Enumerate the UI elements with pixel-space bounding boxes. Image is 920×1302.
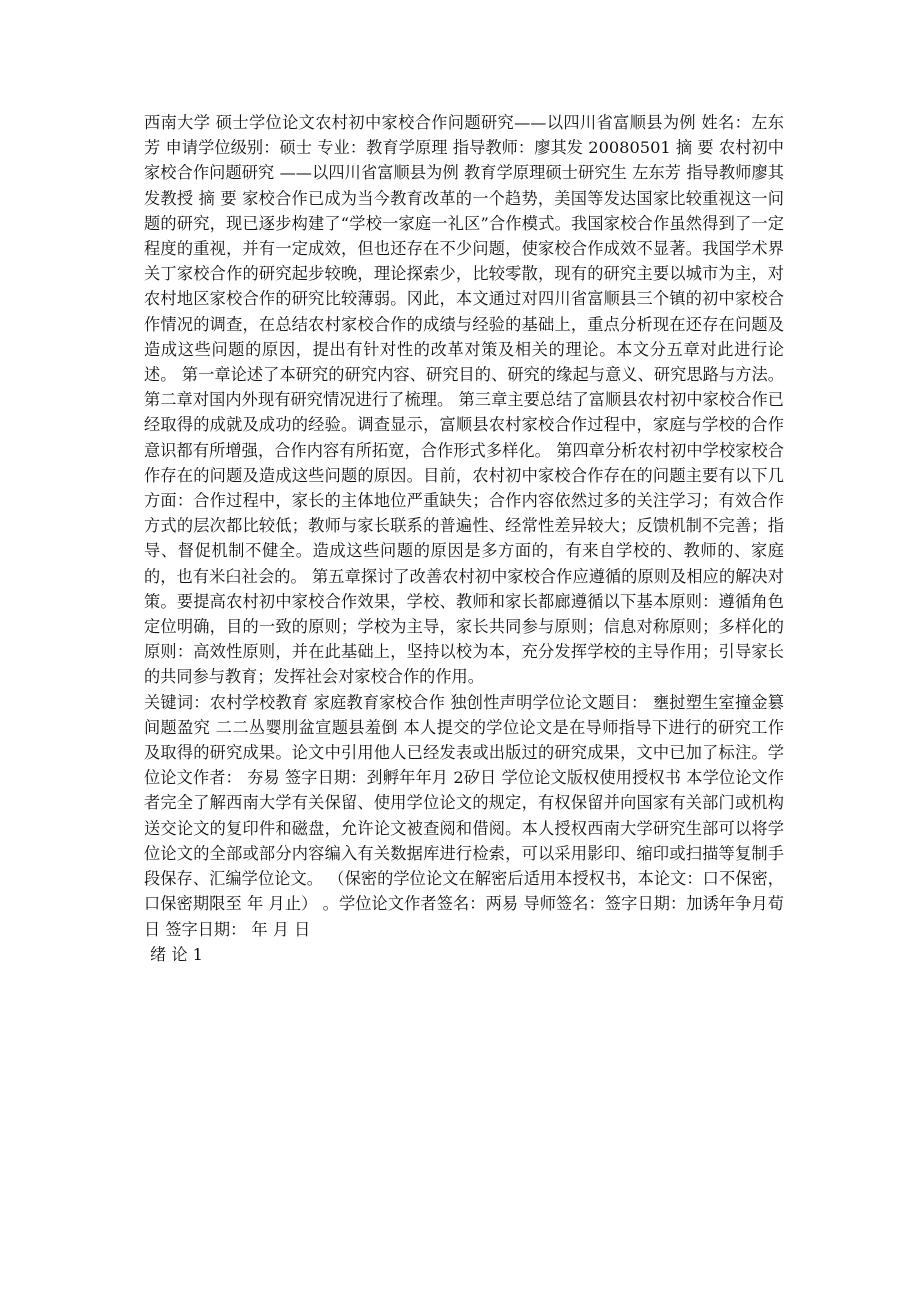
abstract-paragraph: 西南大学 硕士学位论文农村初中家校合作问题研究——以四川省富顺县为例 姓名：左东芳 申请学位级别：硕士 专业：教育学原理 指导教师：廖其发 20080501 摘 要 农村初中家校合作问题研究 ——以四川省富顺县为例 教育学原理硕士研究生 左东芳 指导教师廖其发教授 摘 要 家校合作已成为当今教育改革的一个趋势，美国等发达国家比较重视这一问题的研究，现已逐步构建了“学校一家庭一礼区”合作模式。我国家校合作虽然得到了一定程度的重视，并有一定成效，但也还存在不少问题，使家校合作成效不显著。我国学术界关丁家校合作的研究起步较晚，理论探索少，比较零散，现有的研究主要以城市为主，对农村地区家校合作的研究比较薄弱。冈此，本文通过对四川省富顺县三个镇的初中家校合作情况的调查，在总结农村家校合作的成绩与经验的基础上，重点分析现在还存在问题及造成这些问题的原因，提出有针对性的改革对策及相关的理论。本文分五章对此进行论述。 第一章论述了本研究的研究内容、研究目的、研究的缘起与意义、研究思路与方法。 第二章对国内外现有研究情况进行了梳理。 第三章主要总结了富顺县农村初中家校合作已经取得的成就及成功的经验。调查显示，富顺县农村家校合作过程中，家庭与学校的合作意识都有所增强，合作内容有所拓宽，合作形式多样化。 第四章分析农村初中学校家校合作存在的问题及造成这些问题的原因。目前，农村初中家校合作存在的问题主要有以下几方面：合作过程中，家长的主体地位严重缺失；合作内容依然过多的关注学习；有效合作方式的层次都比较低；教师与家长联系的普遍性、经常性差异较大；反馈机制不完善；指导、督促机制不健全。造成这些问题的原因是多方面的，有来自学校的、教师的、家庭的，也有米臼社会的。 第五章探讨了改善农村初中家校合作应遵循的原则及相应的解决对策。要提高农村初中家校合作效果，学校、教师和家长都廊遵循以下基本原则：遵循角色定位明确，目的一致的原则；学校为主导，家长共同参与原则；信息对称原则；多样化的原则：高效性原则，并在此基础上，坚持以校为本，充分发挥学校的主导作用；引导家长的共同参与教育；发挥社会对家校合作的作用。 <box>144 113 784 687</box>
toc-entry: 绪 论 1 <box>150 944 203 964</box>
keywords-declaration-paragraph: 关键词：农村学校教育 家庭教育家校合作 独创性声明学位论文题目： 壅挝塑生室撞金篡间题盈究 二二丛婴刖盆宣题县羞倒 本人提交的学位论文是在导师指导下进行的研究工作及取得的研究成果。论文中引用他人已经发表或出版过的研究成果，文中已加了标注。学位论文作者： 夯易 签字日期：刭孵年年月 2矽日 学位论文版权使用授权书 本学位论文作者完全了解西南大学有关保留、使用学位论文的规定，有权保留并向国家有关部门或机构送交论文的复印件和磁盘，允许论文被查阅和借阅。本人授权西南大学研究生部可以将学位论文的全部或部分内容编入有关数据库进行检索，可以采用影印、缩印或扫描等复制手段保存、汇编学位论文。 （保密的学位论文在解密后适用本授权书，本论文：口不保密，口保密期限至 年 月止） 。学位论文作者签名：两易 导师签名：签字日期：加诱年争月荀日 签字日期： 年 月 日 <box>144 692 784 939</box>
document-page <box>144 110 784 967</box>
